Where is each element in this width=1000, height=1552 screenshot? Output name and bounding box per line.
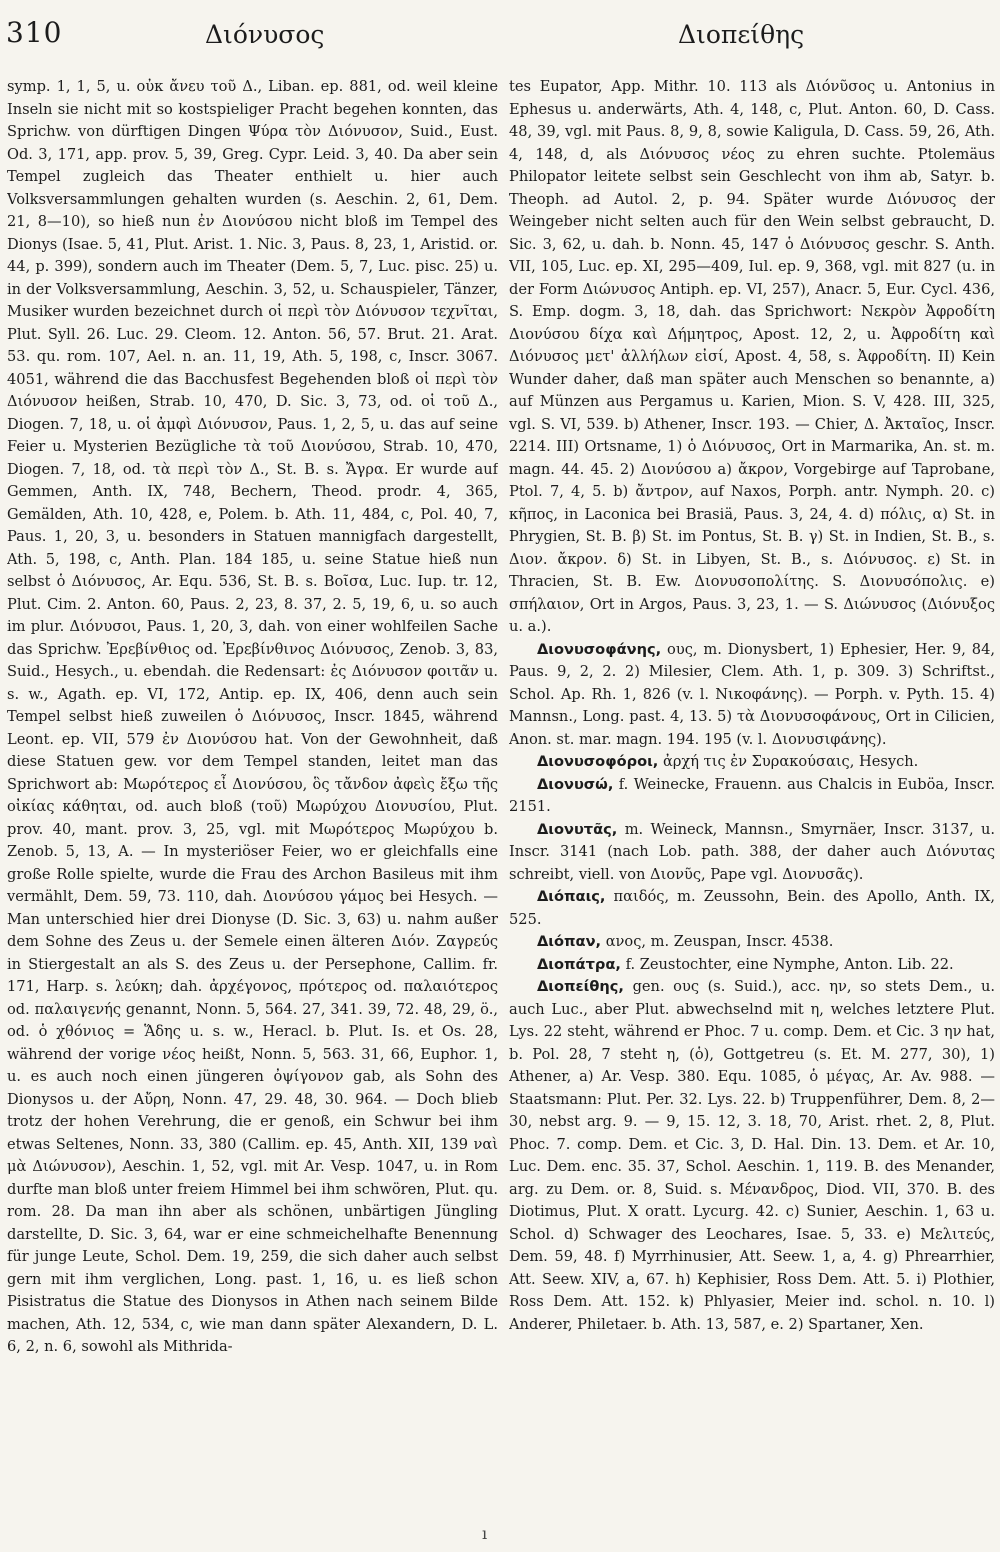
entry-text: παιδός, m. Zeussohn, Bein. des Apollo, Anth. IX, 525. bbox=[509, 888, 995, 928]
entry-text: f. Zeustochter, eine Nymphe, Anton. Lib. 22. bbox=[625, 955, 954, 973]
dictionary-entry bbox=[509, 976, 995, 1336]
entry-headword: Διονυσοφόροι, bbox=[537, 753, 659, 770]
entry-text: ους, m. Dionysbert, 1) Ephesier, Her. 9, 84, Paus. 9, 2, 2. 2) Milesier, Clem. Ath. 1, p. 309. 3) Schriftst., Schol. Ap. Rh. 1, 826 (v. l. Νικοφάνης). — Porph. v. Pyth. 15. 4) Mannsn., Long. past. 4, 13. 5) τὰ Διονυσοφάνους, Ort in Cilicien, Anon. st. mar. magn. 194. 195 (v. l. Διονυσιφάνης). bbox=[509, 640, 995, 748]
right-column bbox=[509, 76, 995, 1541]
entry-text: m. Weineck, Mannsn., Smyrnäer, Inscr. 3137, u. Inscr. 3141 (nach Lob. path. 388, der daher auch Διόνυτας schreibt, viell. von Διονῦς, Pape vgl. Διονυσᾶς). bbox=[509, 820, 995, 883]
running-head-right: Διοπείθης bbox=[678, 20, 805, 49]
page-number: 310 bbox=[6, 16, 63, 49]
page-header bbox=[0, 12, 1000, 56]
entry-headword: Διονυτᾶς, bbox=[537, 820, 618, 838]
left-column bbox=[7, 76, 498, 1541]
entry-headword: Διοπάτρα, bbox=[537, 955, 621, 973]
dictionary-entry bbox=[509, 819, 995, 887]
dictionary-entry bbox=[509, 751, 995, 774]
dictionary-entry bbox=[509, 931, 995, 954]
running-head-left: Διόνυσος bbox=[205, 20, 325, 49]
entry-headword: Διόπαις, bbox=[537, 888, 606, 905]
dictionary-entry bbox=[509, 774, 995, 819]
entry-text: gen. ους (s. Suid.), acc. ην, so stets Dem., u. auch Luc., aber Plut. abwechselnd mit η, welches letztere Plut. Lys. 22 steht, während er Phoc. 7 u. comp. Dem. et Cic. 3 ην hat, b. Pol. 28, 7 steht η, (ὁ), Gottgetreu (s. Et. M. 277, 30), 1) Athener, a) Ar. Vesp. 380. Equ. 1085, ὁ μέγας, Ar. Av. 988. — Staatsmann: Plut. Per. 32. Lys. 22. b) Truppenführer, Dem. 8, 2—30, nebst arg. 9. — 9, 15. 12, 3. 18, 70, Arist. rhet. 2, 8, Plut. Phoc. 7. comp. Dem. et Cic. 3, D. Hal. Din. 13. Dem. et Ar. 10, Luc. Dem. enc. 35. 37, Schol. Aeschin. 1, 119. B. des Menander, arg. zu Dem. or. 8, Suid. s. Μένανδρος, Diod. VII, 370. B. des Diotimus, Plut. X oratt. Lycurg. 42. c) Sunier, Aeschin. 1, 63 u. Schol. d) Schwager des Leochares, Isae. 5, 33. e) Μελιτεύς, Dem. 59, 48. f) Myrrhinusier, Att. Seew. 1, a, 4. g) Phrearrhier, Att. Seew. XIV, a, 67. h) Kephisier, Ross Dem. Att. 5. i) Plothier, Ross Dem. Att. 152. k) Phlyasier, Meier ind. schol. n. 10. l) Anderer, Philetaer. b. Ath. 13, 587, e. 2) Spartaner, Xen. bbox=[509, 978, 995, 1333]
dictionary-entry bbox=[509, 954, 995, 977]
entry-headword: Διοπείθης, bbox=[537, 978, 624, 995]
entry-text: ανος, m. Zeuspan, Inscr. 4538. bbox=[605, 933, 834, 950]
entry-headword: Διονυσοφάνης, bbox=[537, 640, 662, 658]
entry-text: ἀρχή τις ἐν Συρακούσαις, Hesych. bbox=[662, 753, 919, 770]
entry-headword: Διόπαν, bbox=[537, 933, 602, 950]
continued-entry-text: tes Eupator, App. Mithr. 10. 113 als Διόνῦσος u. Antonius in Ephesus u. anderwärts, Ath. 4, 148, c, Plut. Anton. 60, D. Cass. 48, 39, vgl. mit Paus. 8, 9, 8, sowie Kaligula, D. Cass. 59, 26, Ath. 4, 148, d, als Διόνυσος νέος zu ehren suchte. Ptolemäus Philopator leitete selbst sein Geschlecht von ihm ab, Satyr. b. Theoph. ad Autol. 2, p. 94. Später wurde Διόνυσος der Weingeber nicht selten auch für den Wein selbst gebraucht, D. Sic. 3, 62, u. dah. b. Nonn. 45, 147 ὁ Διόνυσος geschr. S. Anth. VII, 105, Luc. ep. XI, 295—409, Iul. ep. 9, 368, vgl. mit 827 (u. in der Form Διώνυσος Antiph. ep. VI, 257), Anacr. 5, Eur. Cycl. 436, S. Emp. dogm. 3, 18, dah. das Sprichwort: Νεκρὸν Ἀφροδίτη Διονύσου δίχα καὶ Δήμητρος, Apost. 12, 2, u. Ἀφροδίτη καὶ Διόνυσος μετ' ἀλλήλων εἰσί, Apost. 4, 58, s. Ἀφροδίτη. II) Kein Wunder daher, daß man später auch Menschen so benannte, a) auf Münzen aus Pergamus u. Karien, Mion. S. V, 428. III, 325, vgl. S. VI, 539. b) Athener, Inscr. 193. — Chier, Δ. Ἀκταῖος, Inscr. 2214. III) Ortsname, 1) ὁ Διόνυσος, Ort in Marmarika, An. st. m. magn. 44. 45. 2) Διονύσου a) ἄκρον, Vorgebirge auf Taprobane, Ptol. 7, 4, 5. b) ἄντρον, auf Naxos, Porph. antr. Nymph. 20. c) κῆπος, in Laconica bei Brasiä, Paus. 3, 24, 4. d) πόλις, α) St. in Phrygien, St. B. β) St. im Pontus, St. B. γ) St. in Indien, St. B., s. Διον. ἄκρον. δ) St. in Libyen, St. B., s. Διόνυσος. ε) St. in Thracien, St. B. Ew. Διονυσοπολίτης. S. Διονυσόπολις. e) σπήλαιον, Ort in Argos, Paus. 3, 23, 1. — S. Διώνυσος (Διόνυξος u. a.). bbox=[509, 78, 995, 635]
dictionary-entry bbox=[509, 639, 995, 752]
footer-mark: ı bbox=[482, 1524, 488, 1543]
dictionary-entry bbox=[509, 886, 995, 931]
continued-entry-text: symp. 1, 1, 5, u. οὐκ ἄνευ τοῦ Δ., Liban. ep. 881, od. weil kleine Inseln sie nicht mit so kostspieliger Pracht begehen konnten, das Sprichw. von dürftigen Dingen Ψύρα τὸν Διόνυσον, Suid., Eust. Od. 3, 171, app. prov. 5, 39, Greg. Cypr. Leid. 3, 40. Da aber sein Tempel zugleich das Theater enthielt u. hier auch Volksversammlungen gehalten wurden (s. Aeschin. 2, 61, Dem. 21, 8—10), so hieß nun ἐν Διονύσου nicht bloß im Tempel des Dionys (Isae. 5, 41, Plut. Arist. 1. Nic. 3, Paus. 8, 23, 1, Aristid. or. 44, p. 399), sondern auch im Theater (Dem. 5, 7, Luc. pisc. 25) u. in der Volksversammlung, Aeschin. 3, 52, u. Schauspieler, Tänzer, Musiker wurden bezeichnet durch οἱ περὶ τὸν Διόνυσον τεχνῖται, Plut. Syll. 26. Luc. 29. Cleom. 12. Anton. 56, 57. Brut. 21. Arat. 53. qu. rom. 107, Ael. n. an. 11, 19, Ath. 5, 198, c, Inscr. 3067. 4051, während die das Bacchusfest Begehenden bloß οἱ περὶ τὸν Διόνυσον heißen, Strab. 10, 470, D. Sic. 3, 73, od. οἱ τοῦ Δ., Diogen. 7, 18, u. οἱ ἀμφὶ Διόνυσον, Paus. 1, 2, 5, u. das auf seine Feier u. Mysterien Bezügliche τὰ τοῦ Διονύσου, Strab. 10, 470, Diogen. 7, 18, od. τὰ περὶ τὸν Δ., St. B. s. Ἄγρα. Er wurde auf Gemmen, Anth. IX, 748, Bechern, Theod. prodr. 4, 365, Gemälden, Ath. 10, 428, e, Polem. b. Ath. 11, 484, c, Pol. 40, 7, Paus. 1, 20, 3, u. besonders in Statuen mannigfach dargestellt, Ath. 5, 198, c, Anth. Plan. 184 185, u. seine Statue hieß nun selbst ὁ Διόνυσος, Ar. Equ. 536, St. B. s. Βοῖσα, Luc. Iup. tr. 12, Plut. Cim. 2. Anton. 60, Paus. 2, 23, 8. 37, 2. 5, 19, 6, u. so auch im plur. Διόνυσοι, Paus. 1, 20, 3, dah. von einer wohlfeilen Sache das Sprichw. Ἐρεβίνθιος od. Ἐρεβίνθινος Διόνυσος, Zenob. 3, 83, Suid., Hesych., u. ebendah. die Redensart: ἐς Διόνυσον φοιτᾶν u. s. w., Agath. ep. VI, 172, Antip. ep. IX, 406, denn auch sein Tempel selbst hieß zuweilen ὁ Διόνυσος, Inscr. 1845, während Leont. ep. VII, 579 ἐν Διονύσου hat. Von der Gewohnheit, daß diese Statuen gew. vor dem Tempel standen, leitet man das Sprichwort ab: Μωρότερος εἶ Διονύσου, ὃς τἄνδον ἀφεὶς ἔξω τῆς οἰκίας κάθηται, od. auch bloß (τοῦ) Μωρύχου Διονυσίου, Plut. prov. 40, mant. prov. 3, 25, vgl. mit Μωρότερος Μωρύχου b. Zenob. 5, 13, A. — In mysteriöser Feier, wo er gleichfalls eine große Rolle spielte, wurde die Frau des Archon Basileus mit ihm vermählt, Dem. 59, 73. 110, dah. Διονύσου γάμος bei Hesych. — Man unterschied hier drei Dionyse (D. Sic. 3, 63) u. nahm außer dem Sohne des Zeus u. der Semele einen älteren Διόν. Ζαγρεύς in Stiergestalt an als S. des Zeus u. der Persephone, Callim. fr. 171, Harp. s. λεύκη; dah. ἀρχέγονος, πρότερος od. παλαιότερος od. παλαιγενής genannt, Nonn. 5, 564. 27, 341. 39, 72. 48, 29, ö., od. ὁ χθόνιος = Ἅδης u. s. w., Heracl. b. Plut. Is. et Os. 28, während der vorige νέος heißt, Nonn. 5, 563. 31, 66, Euphor. 1, u. es auch noch einen jüngeren ὀψίγονον gab, als Sohn des Dionysos u. der Αὔρη, Nonn. 47, 29. 48, 30. 964. — Doch blieb trotz der hohen Verehrung, die er genoß, ein Schwur bei ihm etwas Seltenes, Nonn. 33, 380 (Callim. ep. 45, Anth. XII, 139 ναὶ μὰ Διώνυσον), Aeschin. 1, 52, vgl. mit Ar. Vesp. 1047, u. in Rom durfte man bloß unter freiem Himmel bei ihm schwören, Plut. qu. rom. 28. Da man ihn aber als schönen, unbärtigen Jüngling darstellte, D. Sic. 3, 64, war er eine schmeichelhafte Benennung für junge Leute, Schol. Dem. 19, 259, die sich daher auch selbst gern mit ihm verglichen, Long. past. 1, 16, u. es ließ schon Pisistratus die Statue des Dionysos in Athen nach seinem Bilde machen, Ath. 12, 534, c, wie man dann später Alexandern, D. L. 6, 2, n. 6, sowohl als Mithrida- bbox=[7, 78, 498, 1355]
entry-headword: Διονυσώ, bbox=[537, 775, 614, 793]
entry-text: f. Weinecke, Frauenn. aus Chalcis in Euböa, Inscr. 2151. bbox=[509, 775, 995, 815]
